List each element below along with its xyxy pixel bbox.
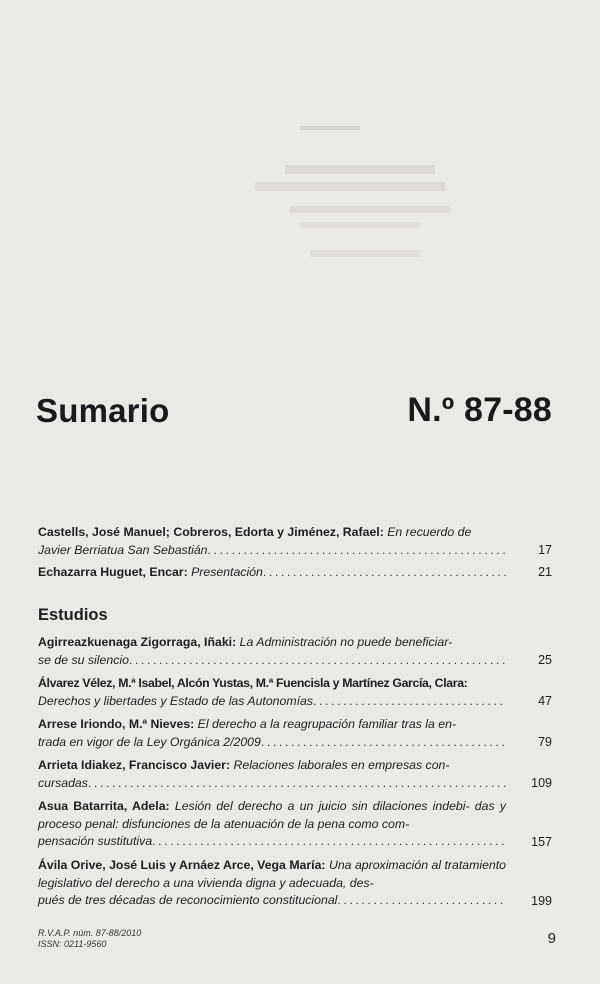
entry-author: Ávila Orive, José Luis y Arnáez Arce, Vega María:	[38, 858, 326, 872]
section-heading-estudios: Estudios	[38, 606, 108, 624]
entry-author: Álvarez Vélez, M.ª Isabel, Alcón Yustas, M.ª Fuencisla y Martínez García, Clara:	[38, 676, 468, 690]
entry-page-number: 109	[531, 775, 552, 790]
entry-author: Echazarra Huguet, Encar:	[38, 565, 188, 579]
title-row	[36, 380, 552, 430]
toc-entry-asua[interactable]	[38, 798, 554, 852]
entry-author: Arrieta Idiakez, Francisco Javier:	[38, 758, 231, 772]
bleed-through-shadow	[0, 0, 600, 300]
entry-page-number: 47	[538, 693, 552, 708]
entry-title-start: El derecho a la reagrupación familiar tras la en-	[194, 717, 457, 731]
entry-title-start: La Administración no puede beneficiar-	[236, 635, 453, 649]
dot-leader	[88, 775, 506, 793]
footer-journal: R.V.A.P. núm. 87-88/2010	[38, 928, 142, 938]
entry-title-start: Relaciones laborales en empresas con-	[230, 758, 450, 772]
dot-leader	[337, 892, 506, 910]
toc-entry-echazarra[interactable]	[38, 564, 554, 582]
issue-number: N.º 87-88	[407, 391, 552, 429]
page-title: Sumario	[36, 392, 170, 429]
toc-entry-castells[interactable]	[38, 524, 554, 560]
folio-page-number: 9	[547, 930, 556, 947]
dot-leader	[129, 652, 506, 670]
entry-author: Castells, José Manuel; Cobreros, Edorta y Jiménez, Rafael:	[38, 525, 384, 539]
entry-title-start: Una aproximación al tratamiento legislativo del derecho a una vivienda digna y adecuada, des-	[38, 858, 506, 890]
entry-title-start: En recuerdo de	[383, 525, 472, 539]
entry-title-end: trada en vigor de la Ley Orgánica 2/2009	[38, 734, 261, 749]
entry-page-number: 25	[538, 652, 552, 667]
entry-title-end: Presentación	[187, 565, 263, 579]
dot-leader	[261, 734, 506, 752]
entry-page-number: 79	[538, 734, 552, 749]
entry-title-end: pués de tres décadas de reconocimiento constitucional	[38, 893, 338, 907]
entry-page-number: 21	[538, 564, 552, 579]
footer-citation	[38, 928, 141, 950]
entry-title-end: se de su silencio	[38, 652, 129, 667]
entry-title-end: Derechos y libertades y Estado de las Autonomías	[38, 693, 314, 708]
footer-issn: ISSN: 0211-9560	[38, 939, 107, 949]
entry-title-end: pensación sustitutiva	[38, 834, 153, 848]
dot-leader	[263, 564, 506, 582]
entry-author: Asua Batarrita, Adela:	[38, 799, 170, 813]
dot-leader	[208, 542, 506, 560]
estudios-toc	[38, 634, 554, 911]
dot-leader	[313, 693, 506, 711]
entry-page-number: 199	[531, 893, 552, 908]
entry-page-number: 17	[538, 542, 552, 557]
entry-title-end: Javier Berriatua San Sebastián	[38, 542, 208, 557]
toc-entry-arrese[interactable]	[38, 716, 554, 752]
toc-entry-agirreazkuenaga[interactable]	[38, 634, 554, 670]
entry-author: Agirreazkuenaga Zigorraga, Iñaki:	[38, 635, 237, 649]
toc-entry-avila[interactable]	[38, 857, 554, 911]
entry-author: Arrese Iriondo, M.ª Nieves:	[38, 717, 195, 731]
dot-leader	[152, 833, 506, 851]
intro-toc	[38, 524, 554, 582]
entry-title-end: cursadas	[38, 775, 88, 790]
toc-entry-alvarez[interactable]	[38, 675, 554, 711]
entry-page-number: 157	[531, 834, 552, 849]
entry-title-start: Lesión del derecho a un juicio sin dilaciones indebi- das y proceso penal: disfunciones de la atenuación de la pena como com-	[38, 799, 506, 831]
toc-entry-arrieta[interactable]	[38, 757, 554, 793]
